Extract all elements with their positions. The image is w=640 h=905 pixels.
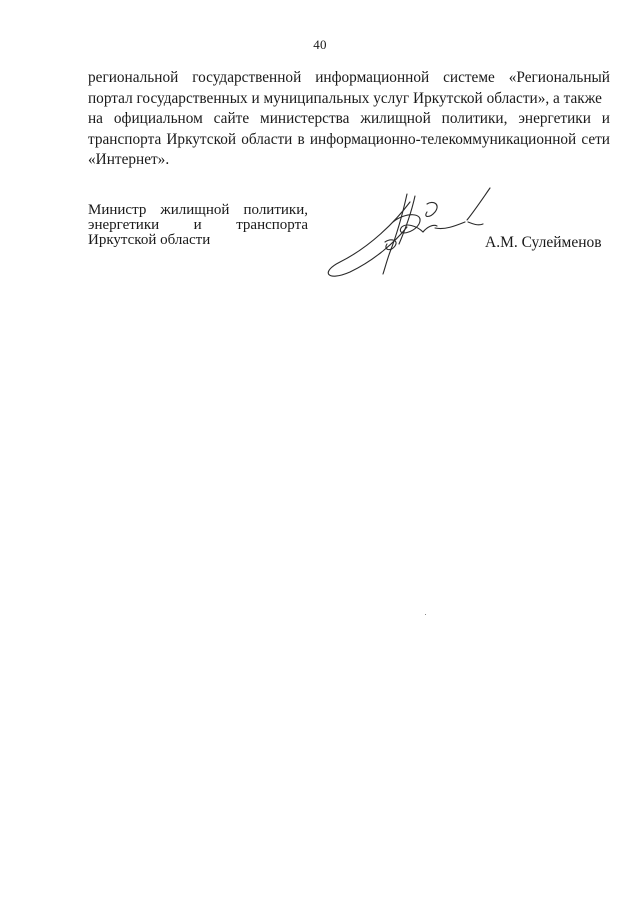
handwritten-signature bbox=[315, 182, 505, 292]
signatory-position bbox=[88, 203, 308, 248]
signer-name: А.М. Сулейменов bbox=[485, 234, 602, 251]
scan-speck bbox=[425, 614, 426, 615]
body-paragraph bbox=[88, 68, 610, 171]
position-line: энергетики и транспорта bbox=[88, 217, 308, 233]
page-number: 40 bbox=[313, 37, 327, 52]
body-line: «Интернет». bbox=[88, 151, 170, 168]
position-line: Министр жилищной политики, bbox=[88, 202, 308, 218]
body-line: на официальном сайте министерства жилищной политики, энергетики и bbox=[88, 110, 610, 127]
body-line: портал государственных и муниципальных услуг Иркутской области», а также bbox=[88, 89, 602, 107]
body-line: транспорта Иркутской области в информационно-телекоммуникационной сети bbox=[88, 130, 610, 148]
body-line: региональной государственной информационной системе «Региональный bbox=[88, 69, 610, 86]
position-line: Иркутской области bbox=[88, 232, 211, 248]
